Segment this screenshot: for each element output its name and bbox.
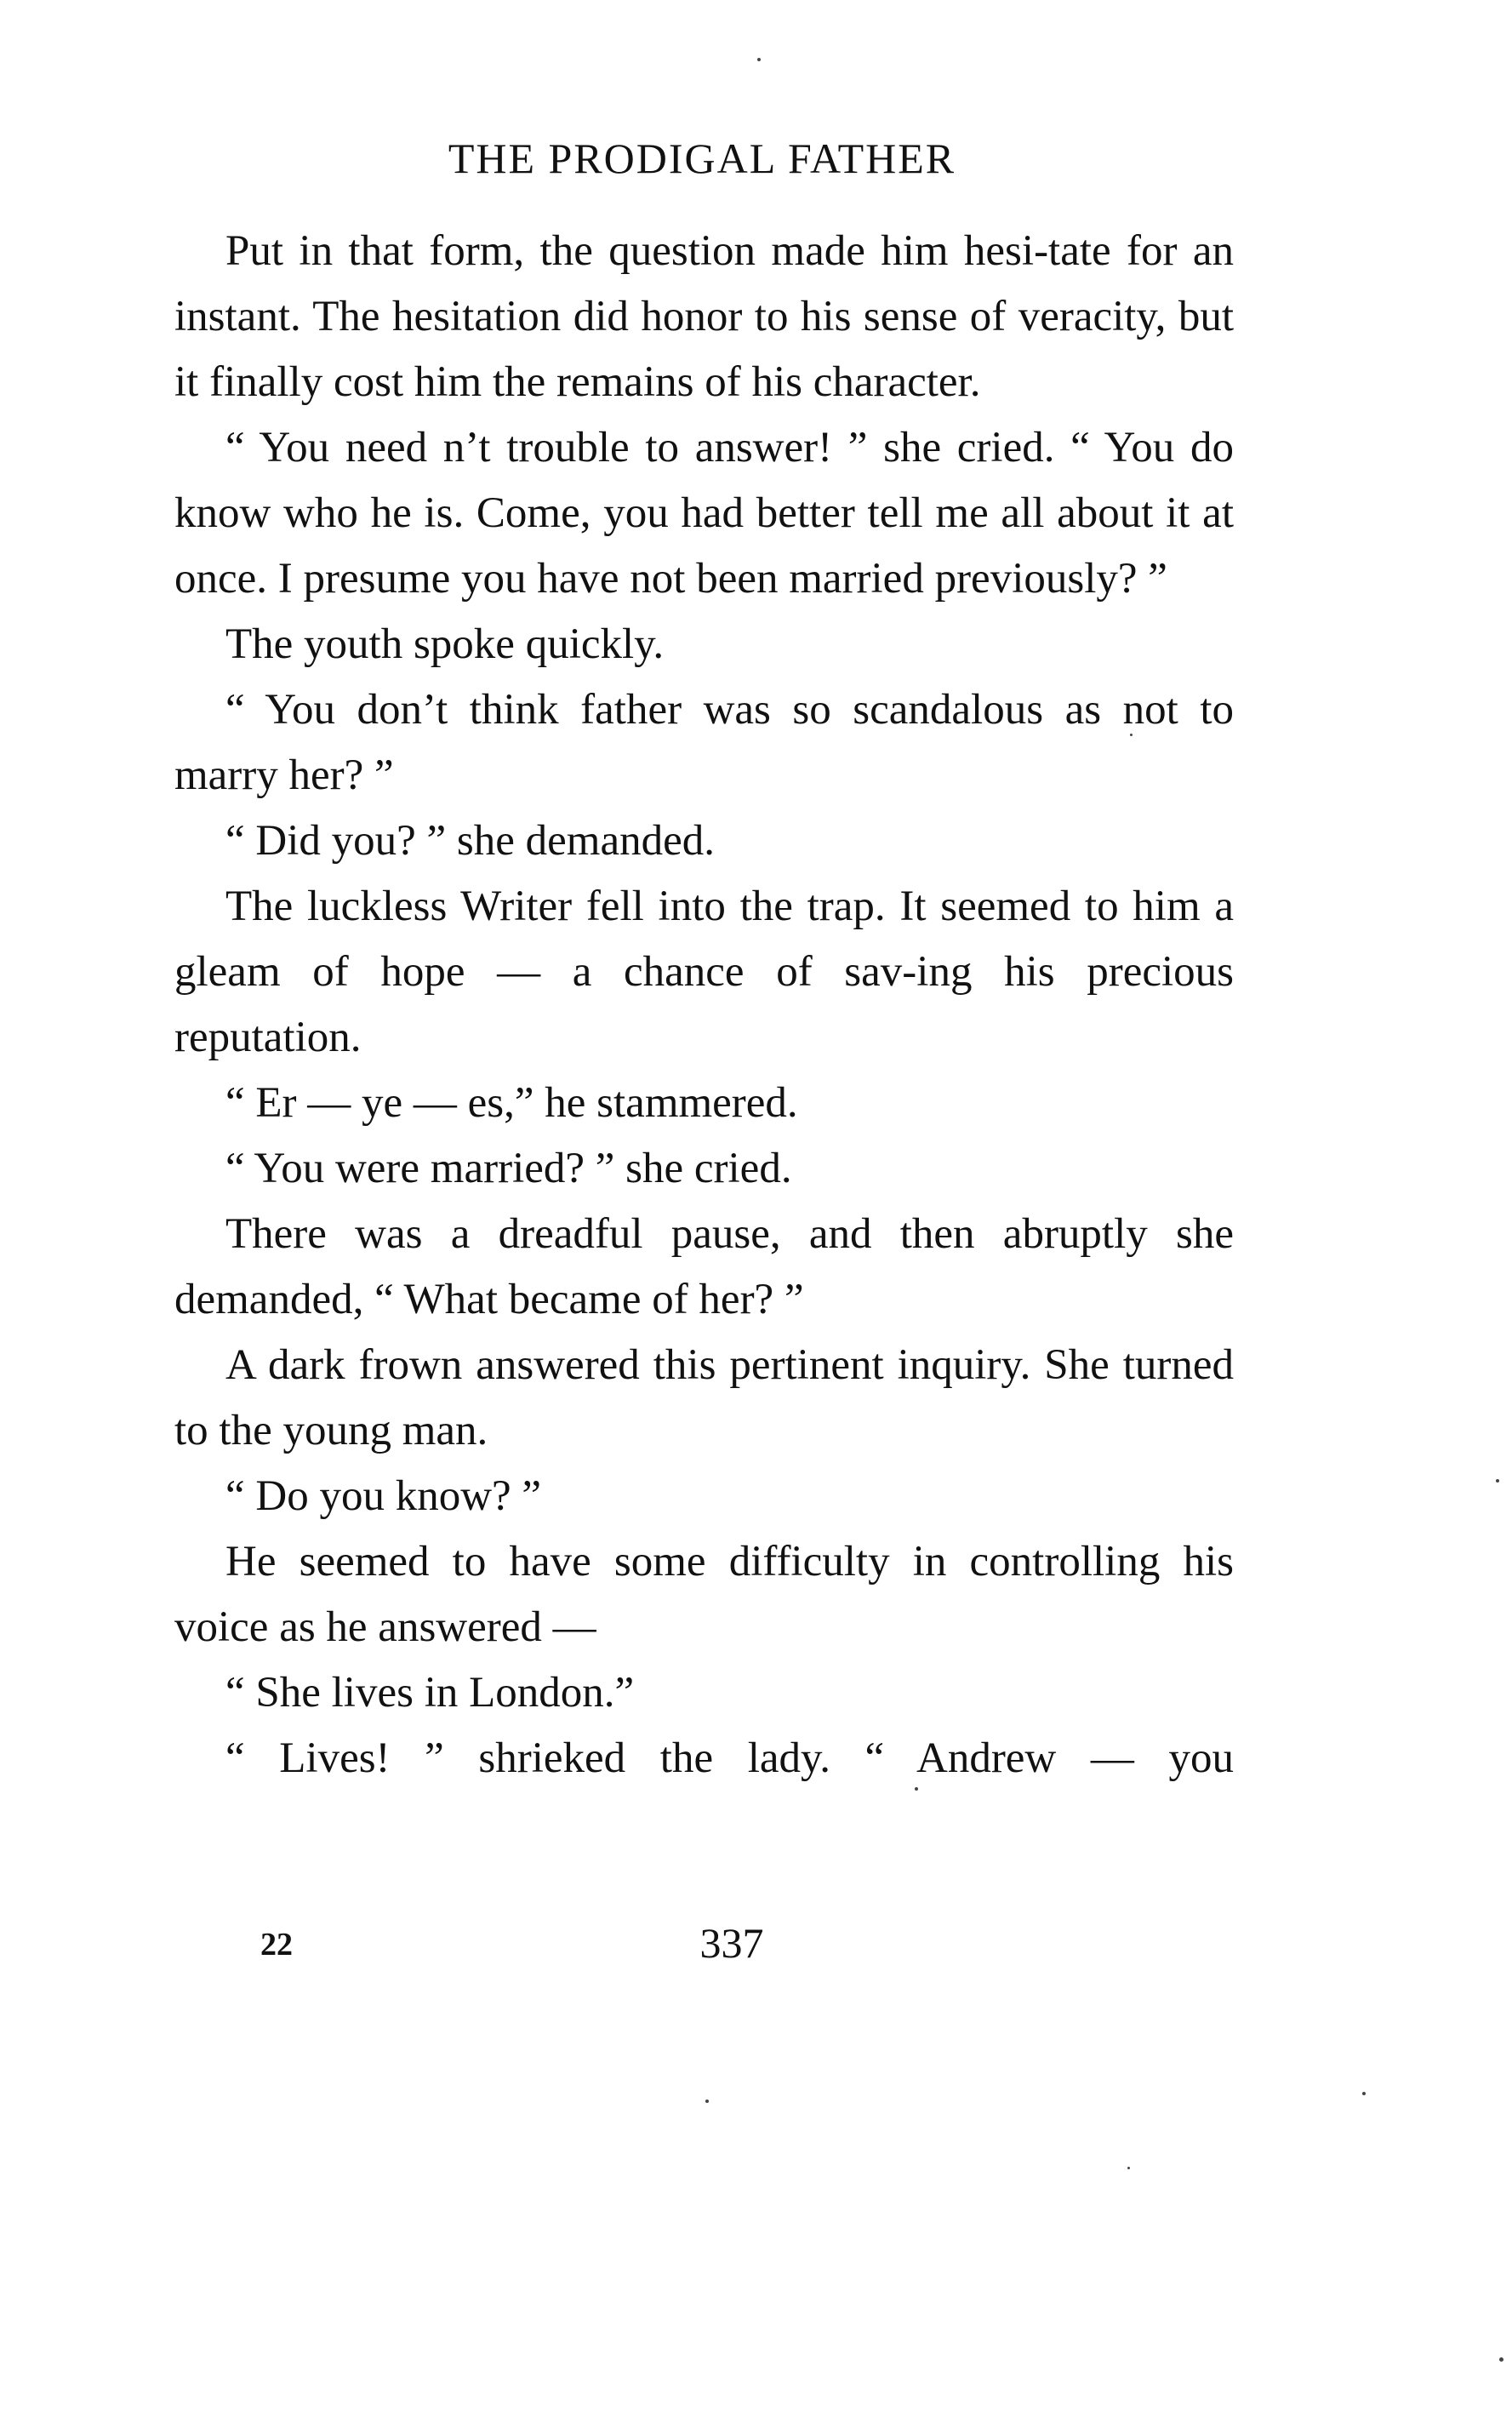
scan-speck (1127, 2167, 1130, 2169)
scan-speck (1362, 2092, 1366, 2095)
page-number: 337 (699, 1919, 764, 1967)
paragraph: There was a dreadful pause, and then abruptly she demanded, “ What became of her? ” (174, 1210, 1234, 1323)
paragraph: “ Did you? ” she demanded. (225, 817, 715, 865)
body-text (174, 219, 1234, 1791)
paragraph: “ She lives in London.” (225, 1669, 635, 1717)
running-head: THE PRODIGAL FATHER (448, 134, 956, 182)
scan-speck (1499, 2357, 1503, 2362)
paragraph: He seemed to have some difficulty in controlling his voice as he answered — (174, 1538, 1234, 1651)
paragraph: “ Do you know? ” (225, 1472, 542, 1520)
paragraph: “ Er — ye — es,” he stammered. (225, 1079, 798, 1127)
paragraph: “ You were married? ” she cried. (225, 1145, 792, 1192)
scan-speck (1130, 734, 1133, 736)
scan-speck (915, 1787, 918, 1791)
paragraph: A dark frown answered this pertinent inquiry. She turned to the young man. (174, 1341, 1234, 1454)
scan-speck (757, 58, 761, 61)
scan-speck (705, 2100, 709, 2103)
paragraph: Put in that form, the question made him hesi-tate for an instant. The hesitation did honor to his sense of veracity, but it finally cost him the remains of his character. (174, 227, 1234, 406)
signature-mark: 22 (260, 1927, 293, 1963)
scan-speck (1496, 1479, 1499, 1483)
paragraph: “ You need n’t trouble to answer! ” she cried. “ You do know who he is. Come, you had better tell me all about it at once. I presume you have not been married previously? ” (174, 424, 1234, 603)
paragraph: The youth spoke quickly. (225, 620, 665, 668)
paragraph: “ Lives! ” shrieked the lady. “ Andrew — you (225, 1734, 1234, 1782)
paragraph: “ You don’t think father was so scandalous as not to marry her? ” (174, 686, 1234, 799)
paragraph: The luckless Writer fell into the trap. It seemed to him a gleam of hope — a chance of sav-ing his precious reputation. (174, 883, 1234, 1061)
